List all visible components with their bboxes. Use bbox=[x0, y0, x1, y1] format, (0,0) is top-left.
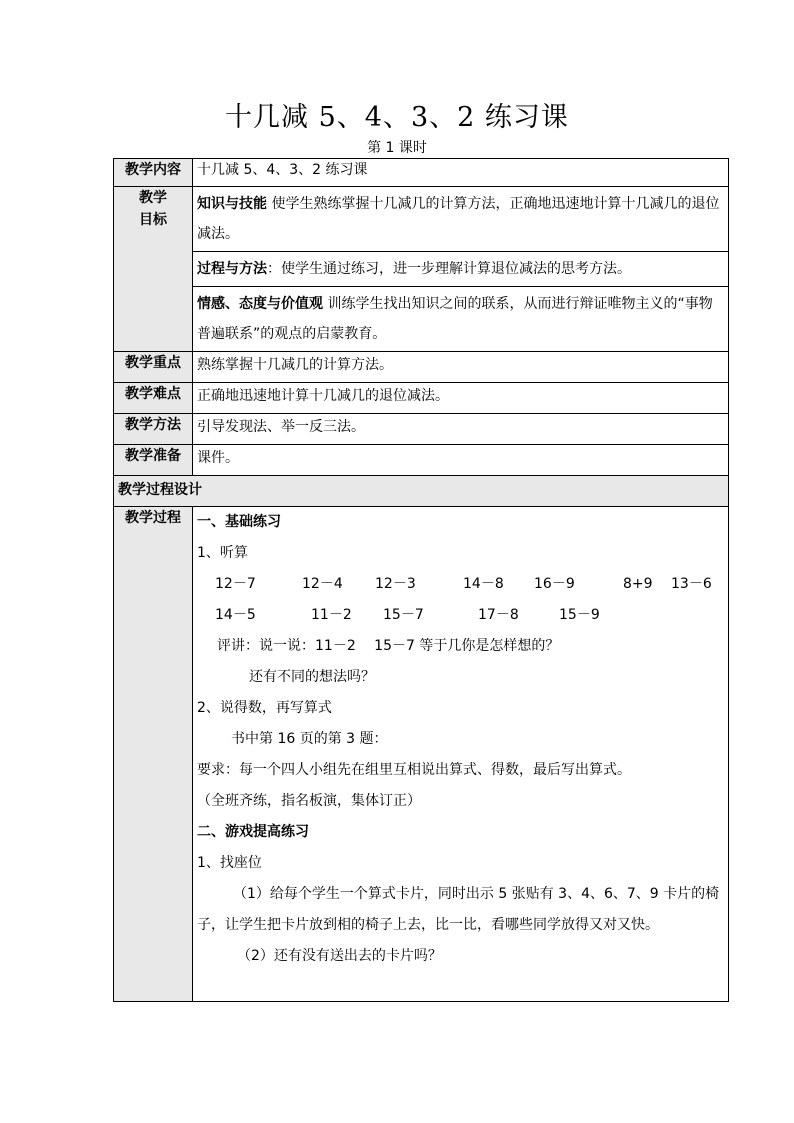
lesson-plan-table bbox=[113, 158, 729, 1002]
section-game-practice: 二、游戏提高练习 bbox=[197, 824, 309, 840]
lesson-period: 第 1 课时 bbox=[367, 140, 427, 156]
label-difficulty: 教学难点 bbox=[114, 383, 193, 414]
goal-process bbox=[193, 252, 729, 287]
item-say-result: 2、说得数，再写算式 bbox=[197, 700, 332, 716]
calc-item: 16－9 bbox=[534, 576, 575, 592]
label-goal-line1: 教学 bbox=[139, 190, 167, 206]
calc-item: 13－6 bbox=[671, 576, 712, 592]
label-goal-line2: 目标 bbox=[139, 212, 167, 228]
value-key: 熟练掌握十几减几的计算方法。 bbox=[193, 352, 729, 383]
calc-item: 15－7 bbox=[383, 607, 424, 623]
value-prep: 课件。 bbox=[193, 445, 729, 476]
goal-emotion bbox=[193, 287, 729, 352]
calc-item: 12－7 bbox=[215, 576, 256, 592]
item-listen-calc: 1、听算 bbox=[197, 545, 248, 561]
goal-knowledge-text: 使学生熟练掌握十几减几的计算方法，正确地迅速地计算十几减几的退位减法。 bbox=[197, 196, 720, 242]
calc-item: 14－8 bbox=[463, 576, 504, 592]
calc-item: 12－4 bbox=[302, 576, 343, 592]
value-difficulty: 正确地迅速地计算十几减几的退位减法。 bbox=[193, 383, 729, 414]
row-difficulty bbox=[114, 383, 729, 414]
label-goal bbox=[114, 187, 193, 352]
design-heading: 教学过程设计 bbox=[114, 476, 729, 507]
goal-knowledge bbox=[193, 187, 729, 252]
calc-row-2 bbox=[197, 600, 724, 631]
row-process bbox=[114, 507, 729, 1002]
find-seat-step-1: （1）给每个学生一个算式卡片，同时出示 5 张贴有 3、4、6、7、9 卡片的椅子，让学生把卡片放到相的椅子上去，比一比，看哪些同学放得又对又快。 bbox=[197, 886, 720, 933]
row-goal-emotion bbox=[114, 287, 729, 352]
label-content: 教学内容 bbox=[114, 159, 193, 187]
calc-item: 14－5 bbox=[215, 607, 256, 623]
process-body bbox=[193, 507, 729, 1002]
book-reference: 书中第 16 页的第 3 题： bbox=[231, 731, 388, 747]
row-goal-knowledge bbox=[114, 187, 729, 252]
calc-row-1 bbox=[197, 569, 724, 600]
review-text: 评讲：说一说：11－2 15－7 等于几你是怎样想的？ bbox=[217, 638, 560, 654]
calc-item: 12－3 bbox=[375, 576, 416, 592]
goal-emotion-text: 训练学生找出知识之间的联系，从而进行辩证唯物主义的“事物普遍联系”的观点的启蒙教育。 bbox=[197, 296, 713, 342]
goal-emotion-head: 情感、态度与价值观 bbox=[197, 296, 323, 312]
goal-knowledge-head: 知识与技能 bbox=[197, 196, 267, 212]
find-seat-step-2: （2）还有没有送出去的卡片吗？ bbox=[237, 948, 442, 964]
calc-item: 11－2 bbox=[311, 607, 352, 623]
label-key: 教学重点 bbox=[114, 352, 193, 383]
row-key bbox=[114, 352, 729, 383]
calc-item: 15－9 bbox=[559, 607, 600, 623]
requirement-text: 要求：每一个四人小组先在组里互相说出算式、得数，最后写出算式。 bbox=[197, 762, 631, 778]
row-method bbox=[114, 414, 729, 445]
item-find-seat: 1、找座位 bbox=[197, 855, 262, 871]
calc-item: 17－8 bbox=[478, 607, 519, 623]
value-method: 引导发现法、举一反三法。 bbox=[193, 414, 729, 445]
goal-process-text: ：使学生通过练习，进一步理解计算退位减法的思考方法。 bbox=[267, 261, 631, 277]
label-process: 教学过程 bbox=[114, 507, 193, 1002]
review-followup: 还有不同的想法吗？ bbox=[249, 669, 375, 685]
section-basic-practice: 一、基础练习 bbox=[197, 514, 281, 530]
calc-item: 8+9 bbox=[623, 576, 653, 592]
goal-process-head: 过程与方法 bbox=[197, 261, 267, 277]
row-design bbox=[114, 476, 729, 507]
value-content: 十几减 5、4、3、2 练习课 bbox=[193, 159, 729, 187]
row-goal-process bbox=[114, 252, 729, 287]
row-prep bbox=[114, 445, 729, 476]
row-content bbox=[114, 159, 729, 187]
page-title: 十几减 5、4、3、2 练习课 bbox=[225, 102, 569, 133]
label-method: 教学方法 bbox=[114, 414, 193, 445]
practice-note: （全班齐练，指名板演，集体订正） bbox=[197, 793, 421, 809]
label-prep: 教学准备 bbox=[114, 445, 193, 476]
